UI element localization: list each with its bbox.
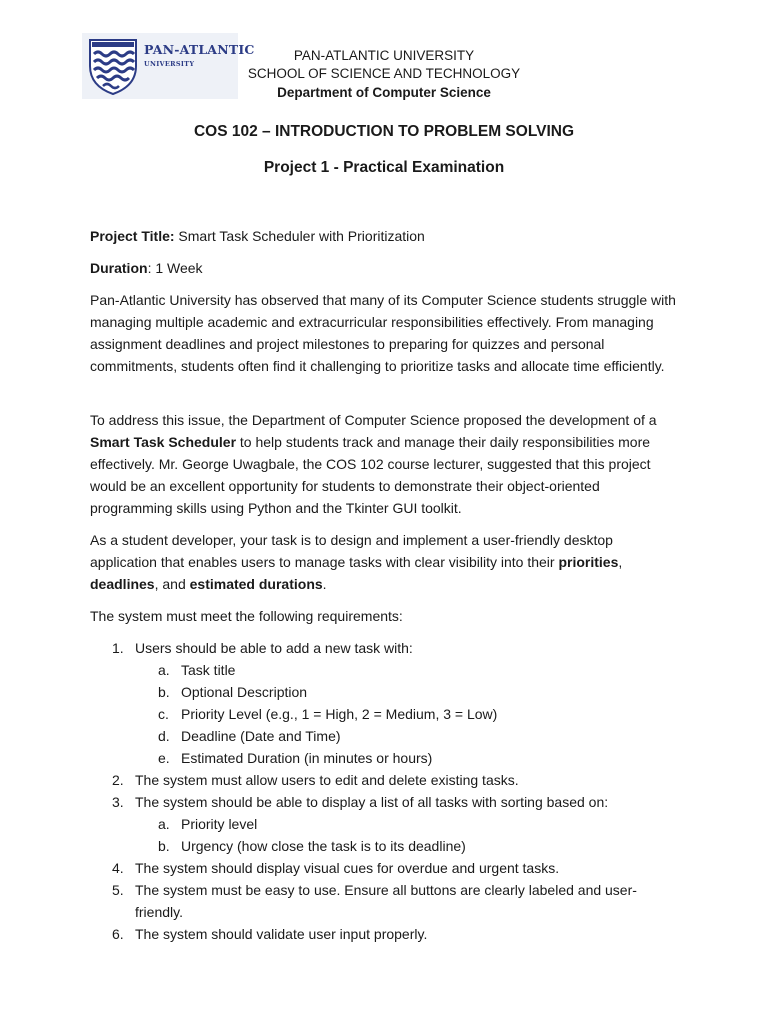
- logo-name: PAN-ATLANTIC: [144, 42, 255, 57]
- requirement-number: 2.: [112, 772, 124, 788]
- requirement-text: The system should display visual cues for overdue and urgent tasks.: [135, 860, 560, 876]
- sub-item-text: Estimated Duration (in minutes or hours): [181, 750, 433, 766]
- requirement-text: The system should be able to display a list of all tasks with sorting based on:: [135, 794, 609, 810]
- sub-item-letter: a.: [158, 662, 170, 678]
- school-name: SCHOOL OF SCIENCE AND TECHNOLOGY: [247, 66, 521, 81]
- duration-line: [90, 257, 203, 279]
- period: .: [322, 576, 327, 592]
- sub-item-letter: d.: [158, 728, 170, 744]
- university-name: PAN-ATLANTIC UNIVERSITY: [293, 48, 475, 63]
- sub-item-text: Deadline (Date and Time): [181, 728, 341, 744]
- smart-task-scheduler-bold: Smart Task Scheduler: [90, 434, 237, 450]
- sub-item-letter: b.: [158, 684, 170, 700]
- duration-label: Duration: [90, 260, 148, 276]
- requirement-text: The system should validate user input properly.: [135, 926, 428, 942]
- deadlines-bold: deadlines: [90, 576, 155, 592]
- exam-title: Project 1 - Practical Examination: [263, 159, 505, 176]
- sub-item-text: Urgency (how close the task is to its deadline): [181, 838, 466, 854]
- requirements-intro: The system must meet the following requirements:: [90, 608, 403, 624]
- sub-item-text: Optional Description: [181, 684, 308, 700]
- priorities-bold: priorities: [558, 554, 619, 570]
- project-title-line: [90, 225, 425, 247]
- sub-item-letter: c.: [158, 706, 169, 722]
- duration-value: : 1 Week: [147, 260, 203, 276]
- paragraph-proposal: [90, 409, 680, 519]
- sub-item-text: Priority level: [181, 816, 258, 832]
- paragraph-task-text: As a student developer, your task is to design and implement a user-friendly desktop application that enables users to manage tasks with clear visibility into their: [90, 532, 613, 570]
- department-name: Department of Computer Science: [277, 85, 491, 100]
- separator-1: ,: [618, 554, 623, 570]
- requirement-number: 4.: [112, 860, 124, 876]
- requirement-number: 6.: [112, 926, 124, 942]
- estimated-durations-bold: estimated durations: [189, 576, 323, 592]
- requirement-text: The system must allow users to edit and delete existing tasks.: [135, 772, 519, 788]
- project-title-label: Project Title:: [90, 228, 175, 244]
- project-title-value: Smart Task Scheduler with Prioritization: [174, 228, 425, 244]
- sub-item-text: Priority Level (e.g., 1 = High, 2 = Medium, 3 = Low): [181, 706, 498, 722]
- paragraph-proposal-text-a: To address this issue, the Department of Computer Science proposed the development of a: [90, 412, 657, 428]
- requirement-number: 5.: [112, 882, 124, 898]
- requirement-text: The system must be easy to use. Ensure all buttons are clearly labeled and user-friendly.: [135, 882, 637, 920]
- requirement-number: 1.: [112, 640, 124, 656]
- requirement-text: Users should be able to add a new task with:: [135, 640, 413, 656]
- sub-item-letter: b.: [158, 838, 170, 854]
- course-title: COS 102 – INTRODUCTION TO PROBLEM SOLVING: [193, 123, 575, 140]
- sub-item-letter: a.: [158, 816, 170, 832]
- requirement-number: 3.: [112, 794, 124, 810]
- paragraph-background: Pan-Atlantic University has observed that many of its Computer Science students struggle with managing multiple academic and extracurricular responsibilities effectively. From managing assignment deadlines and project milestones to preparing for quizzes and personal commitments, students often find it challenging to prioritize tasks and allocate time efficiently.: [90, 292, 676, 374]
- separator-2: , and: [154, 576, 190, 592]
- sub-item-text: Task title: [181, 662, 236, 678]
- sub-item-letter: e.: [158, 750, 170, 766]
- paragraph-task: [90, 529, 680, 595]
- logo-subname: UNIVERSITY: [144, 60, 195, 68]
- paragraph-proposal-text-b: to help students track and manage their daily responsibilities more effectively. Mr. George Uwagbale, the COS 102 course lecturer, suggested that this project would be an excellent opportunity for students to demonstrate their object-oriented programming skills using Python and the Tkinter GUI toolkit.: [90, 434, 651, 516]
